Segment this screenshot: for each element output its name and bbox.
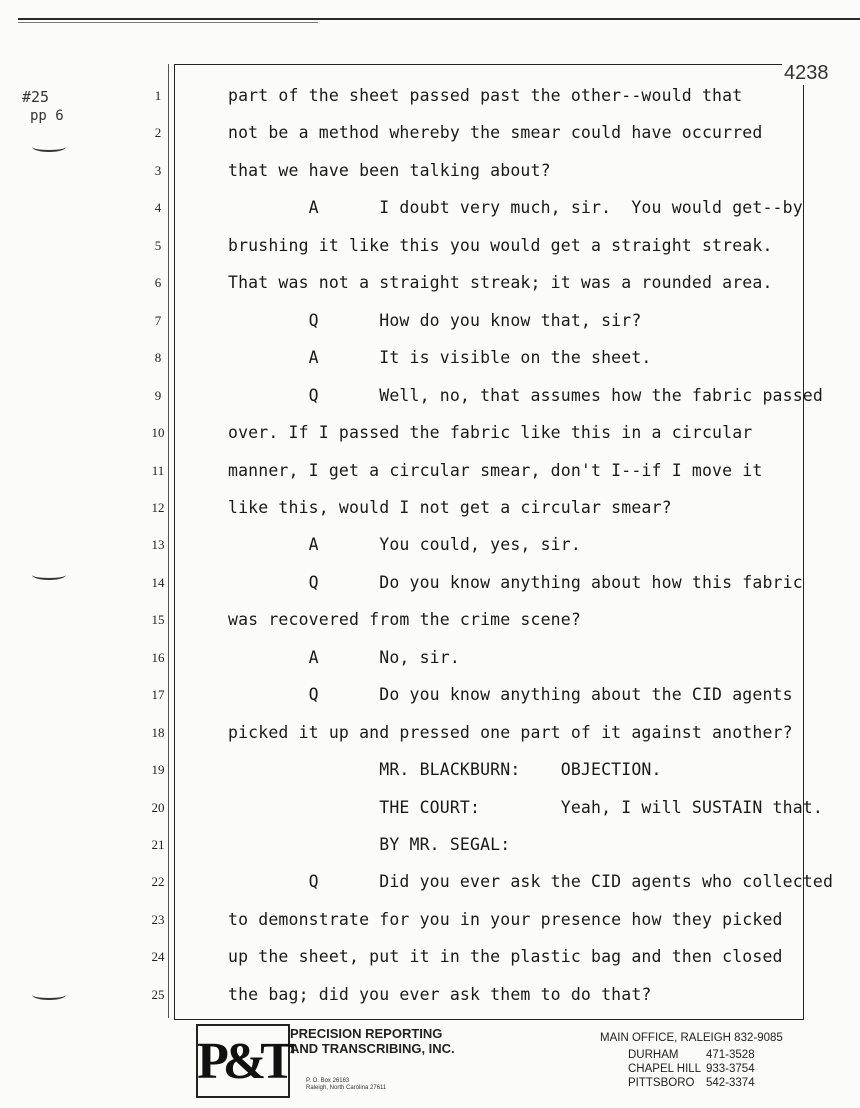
transcript-line: THE COURT: Yeah, I will SUSTAIN that. — [228, 797, 823, 817]
office-city: DURHAM — [628, 1049, 679, 1061]
line-number: 17 — [151, 687, 165, 703]
line-number: 7 — [154, 312, 162, 328]
margin-tick-mark — [32, 570, 66, 580]
line-number: 22 — [151, 874, 165, 890]
transcript-line: BY MR. SEGAL: — [228, 835, 511, 854]
line-number: 10 — [151, 425, 165, 441]
line-number: 11 — [151, 462, 165, 478]
line-number: 20 — [151, 799, 165, 815]
pobox-line2: Raleigh, North Carolina 27611 — [306, 1085, 387, 1091]
transcript-line: Q Do you know anything about how this fabric — [228, 572, 803, 592]
transcript-line: picked it up and pressed one part of it against another? — [228, 722, 793, 742]
office-city: CHAPEL HILL — [628, 1063, 702, 1075]
line-number: 12 — [151, 499, 165, 515]
transcript-line: not be a method whereby the smear could have occurred — [228, 123, 763, 143]
transcript-line: that we have been talking about? — [228, 160, 551, 180]
pobox-line1: P. O. Box 26163 — [306, 1078, 350, 1084]
company-name-line2: AND TRANSCRIBING, INC. — [290, 1041, 455, 1056]
margin-note-second: pp 6 — [30, 108, 64, 124]
line-number: 19 — [151, 762, 165, 778]
transcript-line: was recovered from the crime scene? — [228, 610, 581, 630]
line-number: 1 — [154, 88, 162, 103]
line-number: 16 — [151, 649, 165, 665]
line-number: 24 — [151, 949, 165, 965]
line-number: 3 — [154, 162, 162, 178]
line-number: 13 — [151, 537, 165, 553]
page-number: 4238 — [784, 62, 829, 84]
line-number: 4 — [154, 200, 162, 216]
line-number: 9 — [154, 387, 162, 403]
office-city: PITTSBORO — [628, 1077, 695, 1089]
transcript-line: A It is visible on the sheet. — [228, 348, 652, 368]
transcript-line: to demonstrate for you in your presence how they picked — [228, 909, 783, 929]
transcript-line: A I doubt very much, sir. You would get--by — [228, 198, 803, 218]
transcript-line: A No, sir. — [228, 647, 460, 667]
company-name-line1: PRECISION REPORTING — [290, 1026, 443, 1041]
transcript-line: That was not a straight streak; it was a rounded area. — [228, 273, 773, 293]
transcript-line: part of the sheet passed past the other--would that — [228, 86, 743, 105]
line-number: 2 — [154, 125, 162, 141]
top-rule-faint — [18, 22, 318, 23]
transcript-line: manner, I get a circular smear, don't I--if I move it — [228, 460, 763, 480]
transcript-line: Q Well, no, that assumes how the fabric passed — [228, 385, 823, 405]
office-phone: 471-3528 — [706, 1049, 755, 1061]
main-office: MAIN OFFICE, RALEIGH 832-9085 — [600, 1032, 783, 1044]
transcript-line: MR. BLACKBURN: OBJECTION. — [228, 760, 662, 780]
line-number: 15 — [151, 612, 165, 628]
margin-tick-mark — [32, 142, 66, 152]
transcript-line: Q Did you ever ask the CID agents who collected — [228, 872, 834, 892]
transcript-line: up the sheet, put it in the plastic bag and then closed — [228, 947, 783, 967]
margin-tick-mark — [32, 990, 66, 1000]
transcript-line: Q Do you know anything about the CID agents — [228, 685, 793, 705]
line-number: 23 — [151, 911, 165, 927]
line-number: 25 — [151, 986, 165, 1002]
line-number: 8 — [154, 350, 162, 366]
transcript-line: like this, would I not get a circular smear? — [228, 497, 672, 517]
transcript-line: Q How do you know that, sir? — [228, 310, 642, 330]
top-rule — [18, 18, 860, 20]
company-logo: P&T — [196, 1024, 290, 1098]
line-number: 21 — [151, 837, 165, 852]
margin-note-top: #25 — [22, 88, 50, 106]
transcript-line: over. If I passed the fabric like this in a circular — [228, 423, 753, 443]
line-number: 5 — [154, 237, 162, 253]
line-number: 18 — [151, 724, 165, 740]
line-number: 6 — [154, 275, 162, 291]
office-phone: 933-3754 — [706, 1063, 755, 1075]
office-phone: 542-3374 — [706, 1077, 755, 1089]
line-number: 14 — [151, 574, 165, 590]
transcript-line: A You could, yes, sir. — [228, 535, 581, 555]
transcript-line: brushing it like this you would get a straight streak. — [228, 235, 773, 255]
transcript-line: the bag; did you ever ask them to do that? — [228, 984, 652, 1004]
